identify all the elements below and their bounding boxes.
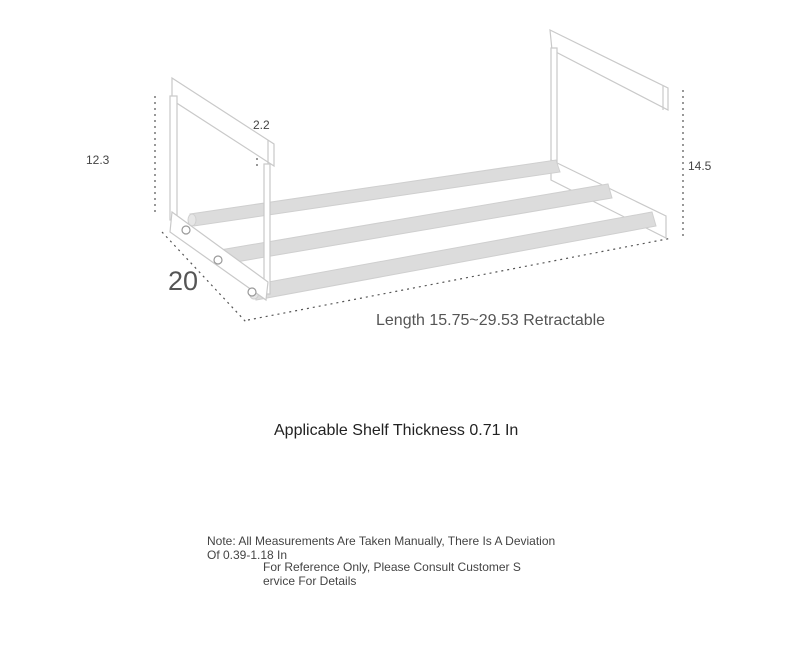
- length-label: Length 15.75~29.53 Retractable: [376, 312, 606, 329]
- note-line-1: Note: All Measurements Are Taken Manually, There Is A Deviation: [207, 534, 556, 548]
- right-bracket: [550, 30, 668, 238]
- screw-icon: [182, 226, 190, 234]
- depth-label: 20: [168, 266, 199, 296]
- height-right-label: 14.5: [688, 159, 712, 173]
- lip-height-label: 2.2: [253, 118, 270, 132]
- shelf-thickness-heading: Applicable Shelf Thickness 0.71 In: [274, 422, 519, 439]
- height-left-label: 12.3: [86, 153, 110, 167]
- screw-icon: [214, 256, 222, 264]
- note-line-4: ervice For Details: [263, 574, 357, 588]
- screw-icon: [248, 288, 256, 296]
- note-line-2: Of 0.39-1.18 In: [207, 548, 288, 562]
- note-line-3: For Reference Only, Please Consult Customer S: [263, 560, 521, 574]
